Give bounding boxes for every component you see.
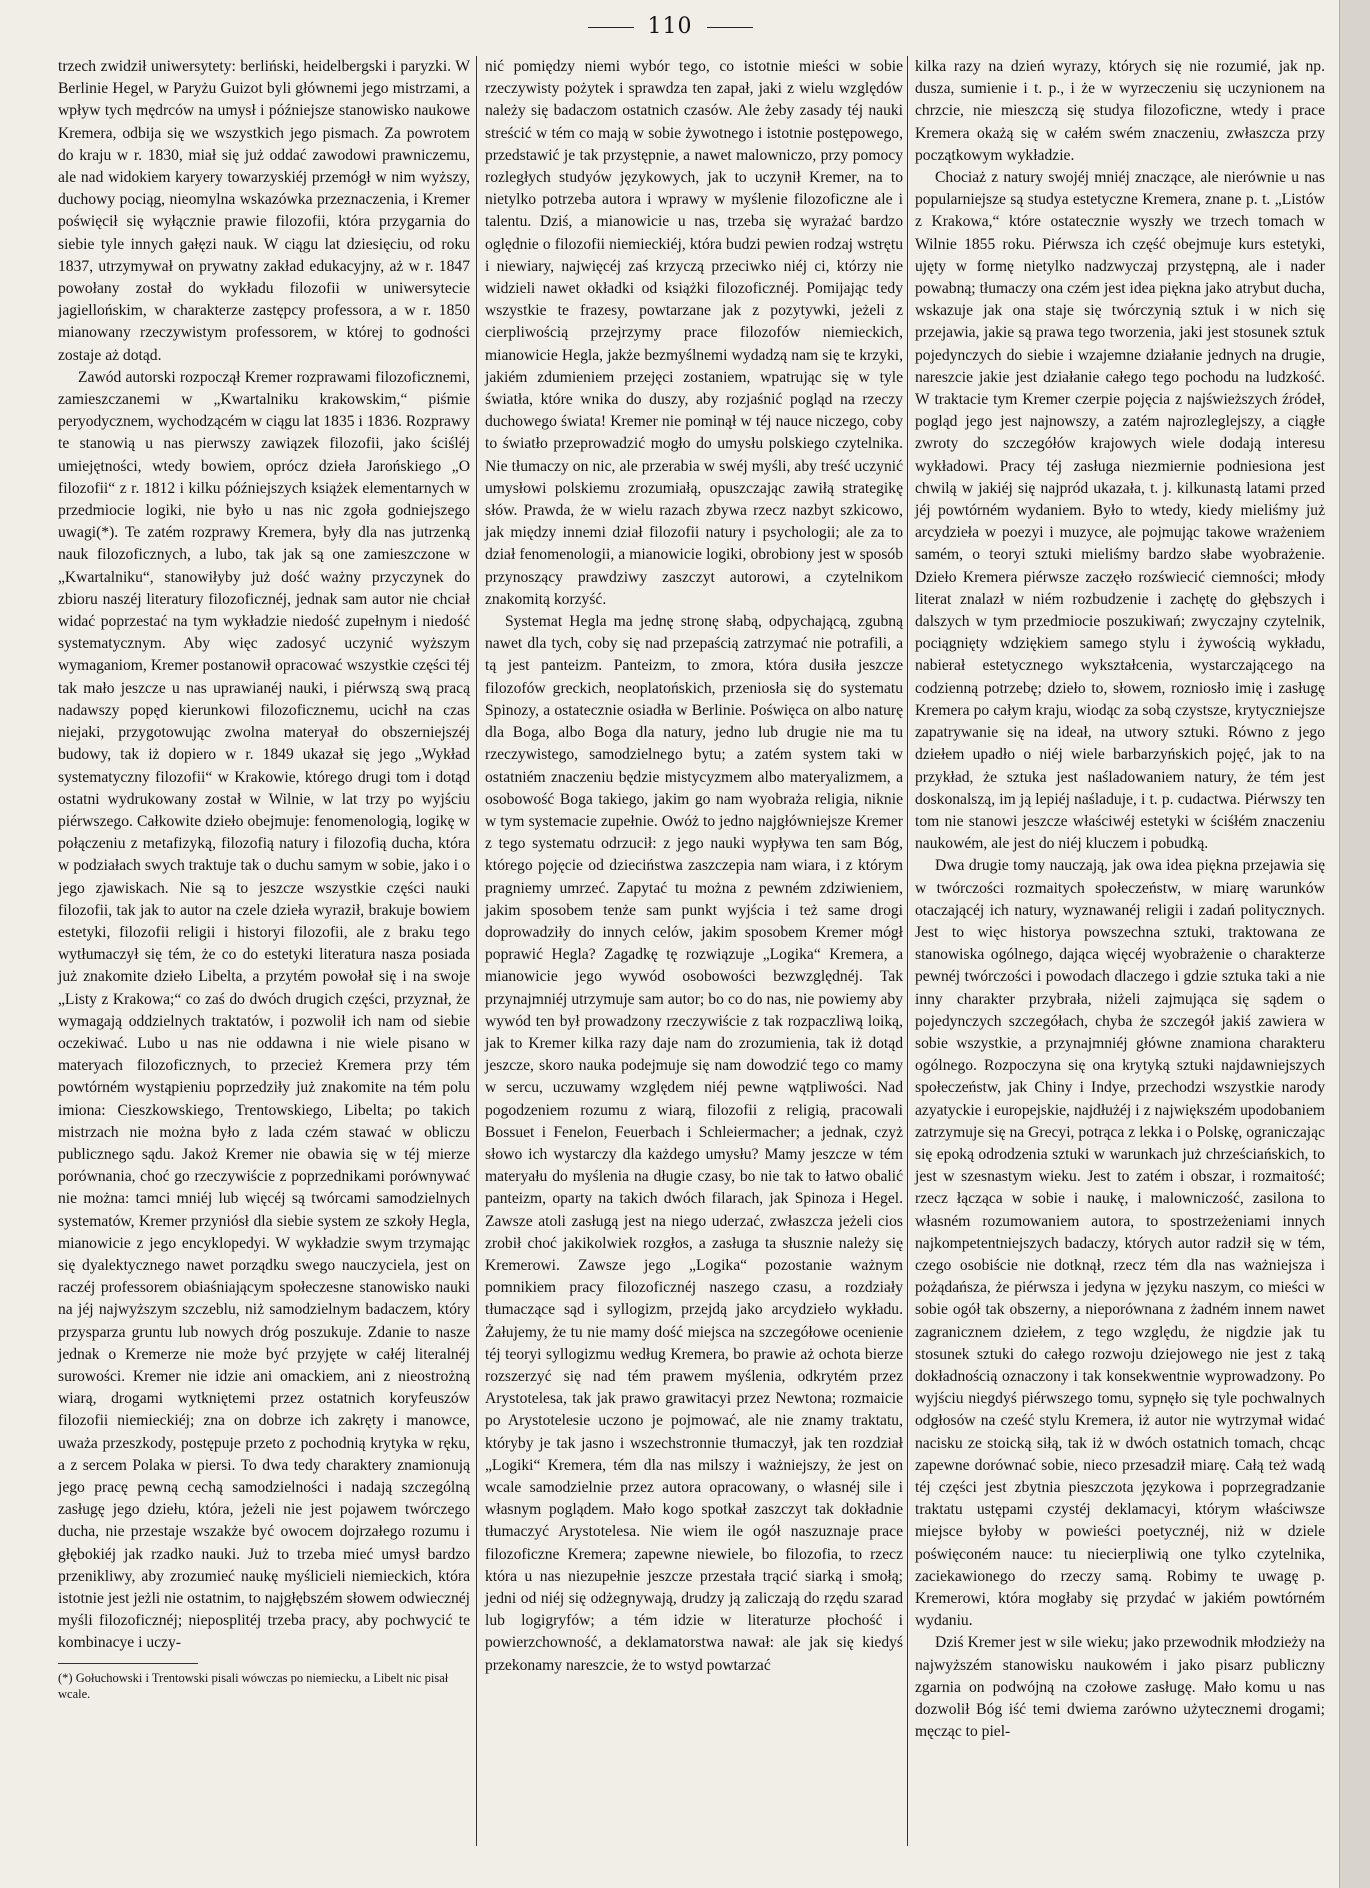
adjacent-page-edge <box>1339 0 1370 1888</box>
paragraph: kilka razy na dzień wyrazy, których się nie rozumié, jak np. dusza, sumienie i t. p., i że w wyrzeczeniu się uczynionem na chrzcie, nie mieszczą się studya filozoficzne, wtedy i prace Kremera okażą się w całém swém znaczeniu, zwłaszcza przy początkowym wykładzie. <box>915 58 1325 164</box>
text-column-1 <box>58 56 470 1702</box>
page-number <box>0 14 1340 39</box>
column-rule <box>907 56 908 1846</box>
page-number-text: 110 <box>647 14 693 39</box>
footnote-rule <box>58 1663 198 1664</box>
text-column-3 <box>915 56 1325 1743</box>
paragraph: Dziś Kremer jest w sile wieku; jako przewodnik młodzieży na najwyższém stanowisku naukowém i jako pisarz publiczny zgarnia on podwójną na czołowe zasługę. Mało komu u nas dozwolił Bóg iść temi dwiema zarówno użytecznemi drogami; męcząc to piel- <box>915 1634 1325 1741</box>
paragraph: Systemat Hegla ma jednę stronę słabą, odpychającą, zgubną nawet dla tych, coby się nad przepaścią zatrzymać nie potrafili, a tą jest panteizm. Panteizm, to zmora, która dusiła jeszcze filozofów greckich, neoplatońskich, przeniosła się do systematu Spinozy, a ostatecznie osiadła w Berlinie. Poświęca on albo naturę dla Boga, albo Boga dla natury, jedno lub drugie nie ma tu rzeczywistego, samodzielnego bytu; a zatém system taki w ostatniém znaczeniu będzie mistycyzmem albo materyalizmem, a osobowość Boga takiego, jakim go nam wyobraża religia, niknie w tym systemacie zupełnie. Owóż to jedno najgłówniejsze Kremer z tego systematu odrzucił: z jego nauki wypływa ten sam Bóg, którego pojęcie od dzieciństwa zaszczepia nam wiara, i z którym pragniemy umrzeć. Zapytać tu można z pewném zdziwieniem, jakim sposobem tenże sam punkt wyjścia i też same drogi doprowadziły do innych celów, jakim sposobem Kremer mógł poprawić Hegla? Zagadkę tę rozwiązuje „Logika“ Kremera, a mianowicie jego wywód osobowości bezwzględnéj. Tak przynajmniéj utrzymuje sam autor; bo co do nas, nie powiemy aby wywód ten był prowadzony rzeczywiście z tak rozpaczliwą loiką, jak to Kremer kilka razy daje nam do zrozumienia, tak iż dotąd jeszcze, skoro nauka podejmuje się nam dowodzić tego co mamy w sercu, uczuwamy względem niéj pewne wątpliwości. Nad pogodzeniem rozumu z wiarą, filozofii z religią, pracowali Bossuet i Fenelon, Feuerbach i Schleiermacher; a jednak, czyż słowo ich wystarczy dla każdego umysłu? Mamy jeszcze w tém materyału do myślenia na długie czasy, bo nie tak to łatwo obalić panteizm, oparty na takich dwóch filarach, jak Spinoza i Hegel. Zawsze atoli zasługą jest na niego uderzać, zwłaszcza jeżeli cios zrobił choć jakikolwiek rozgłos, a zasługa ta słusznie należy się Kremerowi. Zawsze jego „Logika“ pozostanie ważnym pomnikiem pracy filozoficznéj naszego czasu, a rozdziały tłumaczące sąd i syllogizm, przejdą jako arcydzieło wykładu. Żałujemy, że tu nie mamy dość miejsca na szczegółowe ocenienie téj teoryi syllogizmu według Kremera, bo prawie aż ochota bierze rozszerzyć się nad tém prawem myślenia, odkrytém przez Arystotelesa, tak jak prawo grawitacyi przez Newtona; rozmaicie po Arystotelesie uczono je pojmować, ale nie znamy traktatu, któryby je tak jasno i wszechstronnie tłumaczył, jak ten rozdział „Logiki“ Kremera, tém dla nas milszy i ważniejszy, że jest on wcale samodzielnie przez autora opracowany, o własnéj sile i własnym poglądem. Mało kogo spotkał zaszczyt tak dokładnie tłumaczyć Arystotelesa. Nie wiem ile ogół naszuznaje prace filozoficzne Kremera; zapewne niewiele, bo filozofia, to rzecz która u nas niezupełnie jeszcze przestała trącić siarką i smołą; jedni od niéj się odżegnywają, drudzy ją zaliczają do rzędu szarad lub logigryfów; a tém idzie w literaturze płochość i powierzchowność, a deklamatorstwa nawał: ale jak się kiedyś przekonamy nareszcie, że to wstyd powtarzać <box>485 613 903 1674</box>
page-number-dash-right <box>707 27 753 28</box>
paragraph: nić pomiędzy niemi wybór tego, co istotnie mieści w sobie rzeczywisty pożytek i sprawdza ten zapał, jaki z wielu względów należy się badaczom ostatnich czasów. Ale żeby zasady téj nauki streścić w tém co mają w sobie żywotnego i istotnie postępowego, przedstawić je tak przystępnie, a nawet malowniczo, przy pomocy rozległych studyów językowych, jak to uczynił Kremer, na to nietylko potrzeba autora i wprawy w myślenie filozoficzne ale i talentu. Dziś, a mianowicie u nas, trzeba się wyrażać bardzo oględnie o filozofii niemieckiéj, która budzi pewien rodzaj wstrętu i niewiary, najwięcéj zaś krzyczą przeciwko niéj ci, którzy nie widzieli nawet okładki od książki filozoficznéj. Pomijając tedy wszystkie te frazesy, powtarzane jak z pozytywki, jeżeli z cierpliwością przejrzymy prace filozofów niemieckich, mianowicie Hegla, jakże bezmyślnemi wydadzą nam się te krzyki, jakiém zdumieniem przejęci zostaniem, wpatrując się w tyle światła, które wnika do duszy, aby rozjaśnić pogląd na rzeczy duchowego świata! Kremer nie pominął w téj nauce niczego, coby to światło przeprowadzić mogło do umysłu polskiego czytelnika. Nie tłumaczy on nic, ale przerabia w swéj myśli, aby treść uczynić umysłowi polskiemu zrozumiałą, opuszczając zawiłą strategikę słów. Prawda, że w wielu razach zbywa rzecz nazbyt szkicowo, jak między innemi dział filozofii natury i psychologii; ale za to dział fenomenologii, a mianowicie logiki, obrobiony jest w sposób przynoszący prawdziwy zaszczyt autorowi, a czytelnikom znakomitą korzyść. <box>485 58 903 608</box>
paragraph: trzech zwidził uniwersytety: berliński, heidelbergski i paryzki. W Berlinie Hegel, w Paryżu Guizot byli głównemi jego mistrzami, a wpływ tych mędrców na umysł i późniejsze stanowisko naukowe Kremera, odbija się we wszystkich jego pismach. Za powrotem do kraju w r. 1830, miał się już oddać zawodowi prawniczemu, ale nad widokiem karyery towarzyskiéj przemógł w nim wyższy, duchowy pociąg, nieomylna wskazówka przeznaczenia, i Kremer poświęcił się wyłącznie prawie filozofii, która przygarnia do siebie tyle innych gałęzi nauk. W ciągu lat dziesięciu, od roku 1837, utrzymywał on prywatny zakład edukacyjny, aż w r. 1847 powołany został do wykładu filozofii w uniwersytecie jagiellońskim, w charakterze zastępcy professora, a w r. 1850 mianowany rzeczywistym professorem, w której to godności zostaje aż dotąd. <box>58 58 470 364</box>
paragraph: Chociaż z natury swojéj mniéj znaczące, ale nierównie u nas popularniejsze są studya estetyczne Kremera, znane p. t. „Listów z Krakowa,“ które ostatecznie wyszły we trzech tomach w Wilnie 1855 roku. Piérwsza ich część obejmuje kurs estetyki, ujęty w formę nietylko nadzwyczaj przystępną, ale i nader powabną; tłumaczy ona czém jest idea piękna jako atrybut ducha, wskazuje jak ona staje się twórczynią sztuk i w nich się przejawia, jakie są prawa tego tworzenia, jaki jest stosunek sztuk pojedynczych do siebie i wzajemne działanie jednych na drugie, nareszcie jakie jest działanie całego tego pochodu na ludzkość. W traktacie tym Kremer czerpie pojęcia z najświeższych źródeł, pogląd jego jest najnowszy, a zatém najrozleglejszy, a ciągłe zwroty do szczegółów krajowych wiele dodają interesu wykładowi. Pracy téj zasługa niezmiernie podniesiona jest chwilą w jakiéj się najpród ukazała, t. j. kilkunastą latami przed jéj powtórném wydaniem. Było to wtedy, kiedy mieliśmy już arcydzieła w poezyi i muzyce, ale pojmując takowe wrażeniem samém, o teoryi sztuki mieliśmy bardzo słabe wyobrażenie. Dzieło Kremera piérwsze zaczęło rozświecić ciemności; młody literat znalazł w niém rozbudzenie i zachętę do głębszych i dalszych w tym przedmiocie poszukiwań; zwyczajny czytelnik, pociągnięty wdziękiem samego stylu i żywością wykładu, nabierał estetycznego wykształcenia, wystarczającego na codzienną potrzebę; dzieło to, słowem, rozniosło imię i zasługę Kremera po całym kraju, wiodąc za sobą czystsze, krytyczniejsze zapatrywanie się na ideał, na utwory sztuki. Równo z jego dziełem upadło o niéj wiele barbarzyńskich pojęć, jak to na przykład, że sztuka jest naśladowaniem natury, że tém jest doskonalszą, im ją lepiéj naśladuje, i t. p. cudactwa. Piérwszy ten tom nie stanowi jeszcze właściwéj estetyki w ściśłém znaczeniu naukowém, ale jest do niéj kluczem i pobudką. <box>915 169 1325 853</box>
column-rule <box>476 56 477 1846</box>
footnote: (*) Gołuchowski i Trentowski pisali wówczas po niemiecku, a Libelt nic pisał wcale. <box>58 1670 449 1701</box>
paragraph: Zawód autorski rozpoczął Kremer rozprawami filozoficznemi, zamieszczanemi w „Kwartalniku krakowskim,“ piśmie peryodycznem, wychodzącém w ciągu lat 1835 i 1836. Rozprawy te stanowią u nas pierwszy zawiązek filozofii, jako ściśléj umiejętności, wtedy bowiem, oprócz dzieła Jarońskiego „O filozofii“ z r. 1812 i kilku późniejszych książek elementarnych w przedmiocie logiki, nie było u nas nic zgoła godniejszego uwagi(*). Te zatém rozprawy Kremera, były dla nas jutrzenką nauk filozoficznych, a lubo, tak jak są one zamieszczone w „Kwartalniku“, stanowiłyby już dość ważny przyczynek do zbioru naszéj literatury filozoficznéj, jednak sam autor nie chciał widać poprzestać na tym wykładzie niedość zupełnym i niedość systematycznym. Aby więc zadosyć uczynić wyższym wymaganiom, Kremer postanowił opracować wszystkie części téj tak mało jeszcze u nas uprawianéj nauki, i piérwszą swą pracą nadawszy popęd kierunkowi filozoficznemu, ucichł na czas niejaki, przygotowując zwolna materyał do obszerniejszéj budowy, tak iż dopiero w r. 1849 ukazał się jego „Wykład systematyczny filozofii“ w Krakowie, którego drugi tom i dotąd ostatni wydrukowany został w Wilnie, w lat trzy po wyjściu piérwszego. Całkowite dzieło obejmuje: fenomenologią, logikę w połączeniu z metafizyką, filozofią natury i filozofią ducha, która w podziałach swych traktuje tak o duchu samym w sobie, jako i o jego zjawiskach. Nie są to jeszcze wszystkie części nauki filozofii, tak jak to autor na czele dzieła wyraził, brakuje bowiem estetyki, filozofii religii i historyi filozofii, ale z braku tego wytłumaczył się tém, że co do estetyki literatura nasza posiada już znakomite dzieło Libelta, a przytém powołał się i na swoje „Listy z Krakowa;“ co zaś do dwóch drugich części, przyznał, że wymagają oddzielnych traktatów, i pozwolił ich nam od siebie oczekiwać. Lubo u nas nie oddawna i nie wiele pisano w materyach filozoficznych, to przecież Kremera przy tém powtórném wystąpieniu poprzedziły już znakomite na tém polu imiona: Cieszkowskiego, Trentowskiego, Libelta; po takich mistrzach nie można było z lada czém stawać w obliczu publicznego sądu. Jakoż Kremer nie obawia się w téj mierze porównania, choć go rzeczywiście z poprzednikami porównywać nie można: tamci mniéj lub więcéj są twórcami samodzielnych systematów, Kremer przyniósł dla siebie system ze szkoły Hegla, mianowicie z jego encyklopedyi. W wykładzie swym trzymając się dyalektycznego nawet porządku swego nauczyciela, jest on raczéj professorem obiaśniającym społeczesne stanowisko nauki na jéj najwyższym szczeblu, niż samodzielnym badaczem, który przysparza gruntu lub nowych dróg poszukuje. Zdanie to nasze jednak o Kremerze nie może być przyjęte w całéj literalnéj surowości. Kremer nie idzie ani omackiem, ani z nieostrożną wiarą, drogami wytkniętemi przez ostatnich koryfeuszów filozofii niemieckiéj; zna on dobrze ich zakręty i manowce, uważa przeszkody, postępuje przeto z pochodnią krytyka w ręku, a z sercem Polaka w piersi. To dwa tedy charaktery znamionują jego pracę pewną cechą samodzielności i nadają szczególną zasługę jego dziełu, która, jeżeli nie jest pojawem twórczego ducha, nie przestaje wszakże być owocem dojrzałego rozumu i głębokiéj jak rzadko nauki. Już to trzeba mieć umysł bardzo przenikliwy, aby zrozumieć naukę myślicieli niemieckich, która istotnie jest jeżli nie ostatnim, to najgłębszém słowem odwiecznéj myśli filozoficznéj; nieposplitéj trzeba pracy, aby pochwycić te kombinacye i uczy- <box>58 368 470 1652</box>
paragraph: Dwa drugie tomy nauczają, jak owa idea piękna przejawia się w twórczości rozmaitych społeczeństw, w miarę warunków otaczającéj ich natury, wyznawanéj religii i zadań politycznych. Jest to więc historya powszechna sztuki, traktowana ze stanowiska ogólnego, dająca więcéj wyobrażenie o charakterze pewnéj twórczości i powodach dlaczego i gdzie sztuka taki a nie inny charakter przybrała, niżeli zajmująca się sądem o pojedynczych szczegółach, chyba że szczegół jakiś zawiera w sobie wszystkie, a przynajmniéj główne znamiona charakteru ogólnego. Rozpoczyna się ona krytyką sztuki najdawniejszych społeczeństw, jak Chiny i Indye, przechodzi wszystkie narody azyatyckie i europejskie, najdłużéj i z największém upodobaniem zatrzymuje się na Grecyi, potrąca z lekka i o Polskę, ograniczając się epoką odrodzenia sztuki w warunkach już chrześciańskich, to jest w szesnastym wieku. Jest to zatém i obszar, i rozmaitość; rzecz łącząca w sobie i naukę, i malowniczość, zasilona to własném rozumowaniem autora, to spostrzeżeniami innych najkompetentniejszych badaczy, których autor radził się w tém, czego osobiście nie dotknął, rzecz tém dla nas ważniejsza i pożądańsza, że piérwsza i jedyna w języku naszym, co mieści w sobie ogół tak obszerny, a nieporównana z żadném innem nawet zagranicznem dziełem, z tego względu, że nigdzie jak tu stosunek sztuki do całego rozwoju dziejowego nie jest z taką dokładnością oznaczony i tak konsekwentnie wyprowadzony. Po wyjściu niegdyś piérwszego tomu, sypnęło się tyle pochwalnych odgłosów na cześć stylu Kremera, iż autor nie wytrzymał widać nacisku ze stoicką siłą, tak iż w dwóch ostatnich tomach, chcąc zapewne dorównać sobie, nieco przesadził miarę. Całą też wadą téj części jest zbytnia pieszczota językowa i poprzegradzanie traktatu ustępami czystéj deklamacyi, którym właściwsze miejsce byłoby w powieści poetycznéj, niż w dziele poświęconém nauce: tu niecierpliwią one tylko czytelnika, zaciekawionego do rzeczy samą. Robimy te uwagę p. Kremerowi, która mogłaby się przydać w jakiém powtórném wydaniu. <box>915 857 1325 1630</box>
text-column-2 <box>485 56 903 1677</box>
page-number-dash-left <box>588 27 634 28</box>
